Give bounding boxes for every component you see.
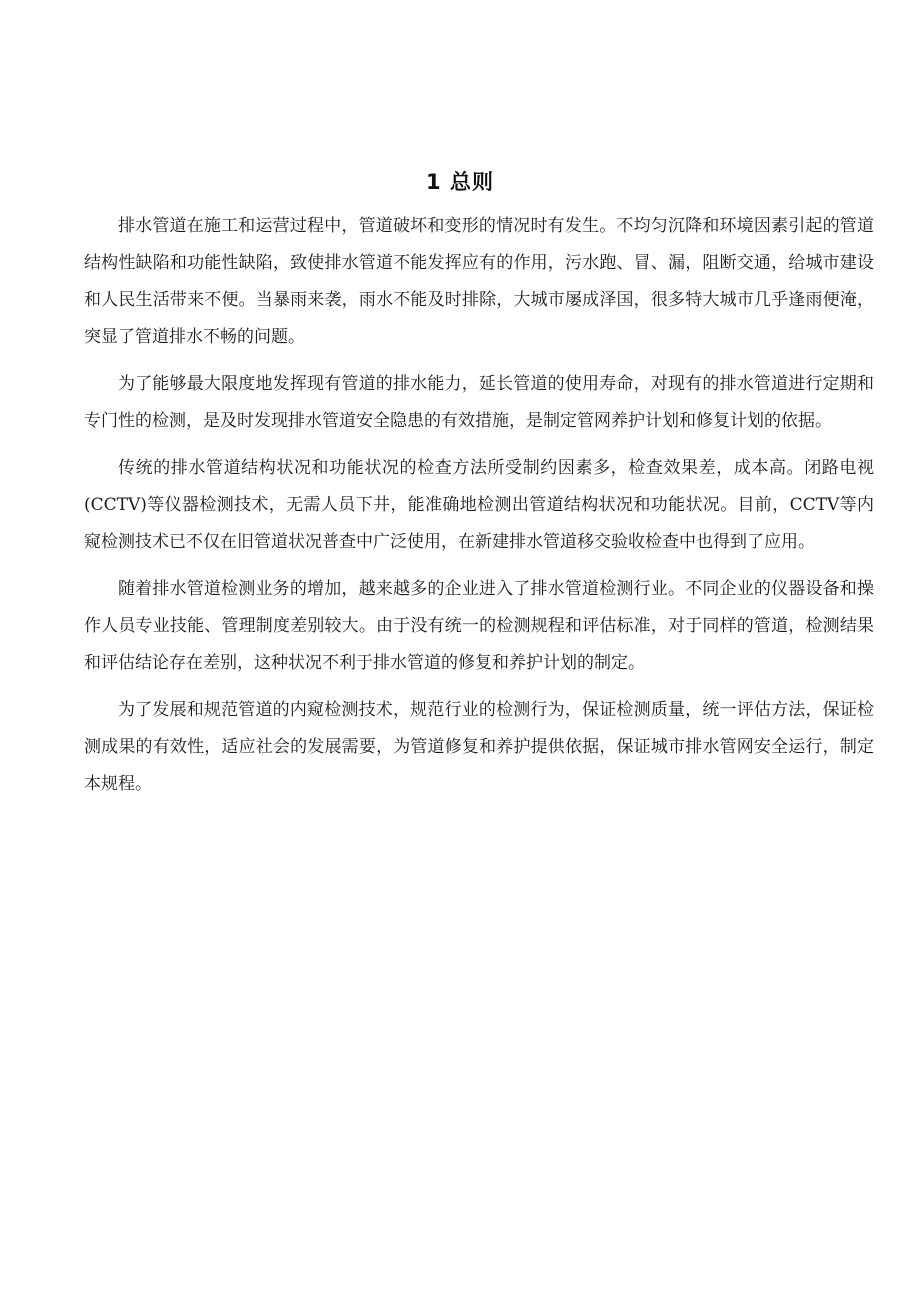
section-title: 1 总则 (426, 170, 494, 194)
paragraph: 随着排水管道检测业务的增加，越来越多的企业进入了排水管道检测行业。不同企业的仪器设备和操作人员专业技能、管理制度差别较大。由于没有统一的检测规程和评估标准，对于同样的管道，检测结果和评估结论存在差别，这种状况不利于排水管道的修复和养护计划的制定。 (84, 579, 874, 673)
paragraph: 排水管道在施工和运营过程中，管道破坏和变形的情况时有发生。不均匀沉降和环境因素引起的管道结构性缺陷和功能性缺陷，致使排水管道不能发挥应有的作用，污水跑、冒、漏，阻断交通，给城市建设和人民生活带来不便。当暴雨来袭，雨水不能及时排除，大城市屡成泽国，很多特大城市几乎逢雨便淹，突显了管道排水不畅的问题。 (84, 216, 874, 347)
paragraph: 为了发展和规范管道的内窥检测技术，规范行业的检测行为，保证检测质量，统一评估方法，保证检测成果的有效性，适应社会的发展需要，为管道修复和养护提供依据，保证城市排水管网安全运行，制定本规程。 (84, 700, 874, 794)
paragraph: 传统的排水管道结构状况和功能状况的检查方法所受制约因素多，检查效果差，成本高。闭路电视(CCTV)等仪器检测技术，无需人员下井，能准确地检测出管道结构状况和功能状况。目前，CCTV等内窥检测技术已不仅在旧管道状况普查中广泛使用，在新建排水管道移交验收检查中也得到了应用。 (84, 458, 874, 552)
body-text (84, 208, 874, 813)
paragraph: 为了能够最大限度地发挥现有管道的排水能力，延长管道的使用寿命，对现有的排水管道进行定期和专门性的检测，是及时发现排水管道安全隐患的有效措施，是制定管网养护计划和修复计划的依据。 (84, 374, 874, 431)
